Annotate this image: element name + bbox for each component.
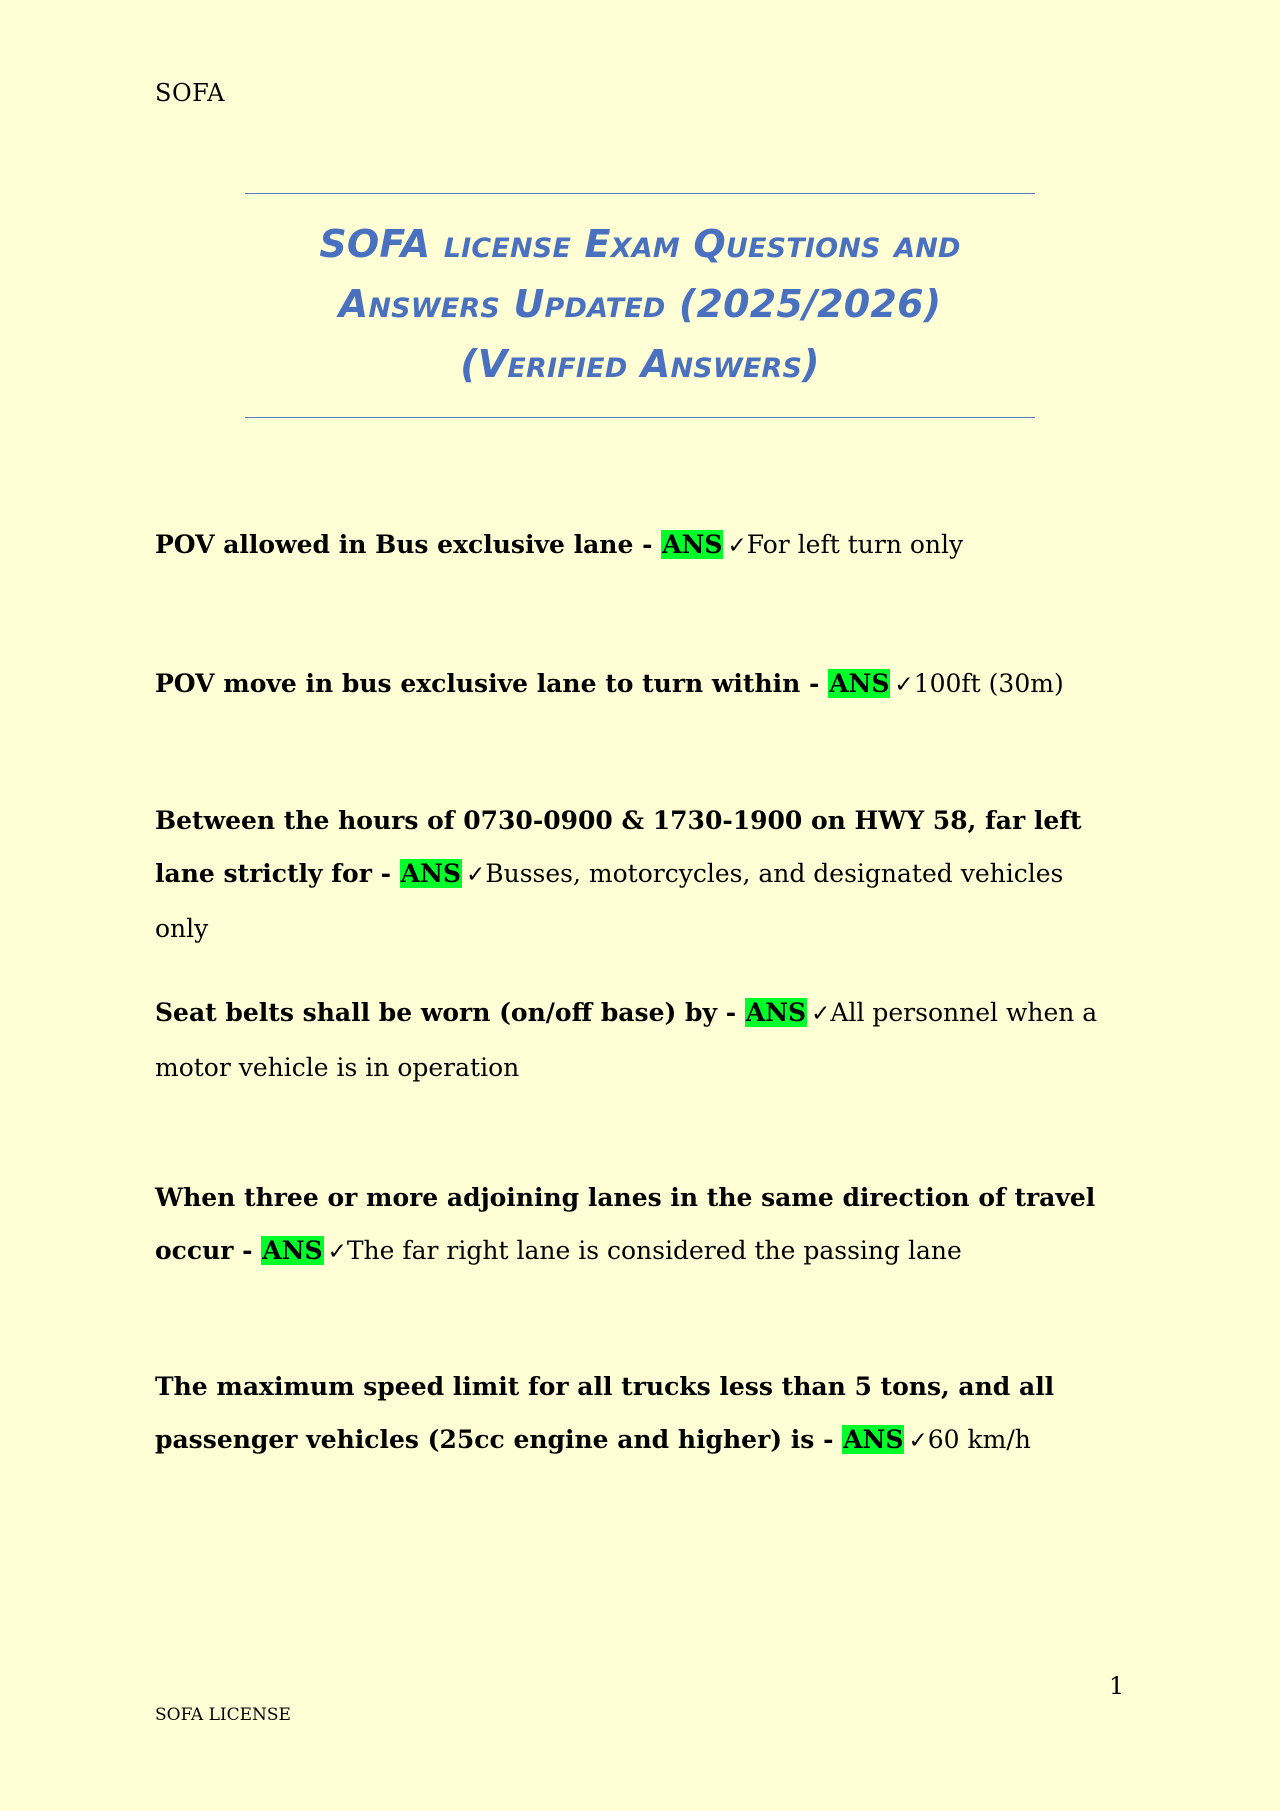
question-text: POV allowed in Bus exclusive lane - (155, 530, 662, 559)
qa-item-5 (155, 1171, 1105, 1279)
page-header: SOFA (155, 79, 226, 107)
qa-item-2 (155, 657, 1105, 712)
ans-label: ANS (400, 859, 461, 888)
answer-text: Busses, motorcycles, and designated vehicles only (155, 859, 1064, 943)
qa-item-1 (155, 518, 1105, 573)
answer-text: For left turn only (746, 530, 964, 559)
qa-item-6 (155, 1360, 1105, 1468)
title-line-1: SOFA license Exam Questions and (319, 222, 961, 266)
question-text: When three or more adjoining lanes in the same direction of travel occur - (155, 1183, 1096, 1265)
answer-text: 100ft (30m) (913, 669, 1064, 698)
question-text: Between the hours of 0730-0900 & 1730-1900 on HWY 58, far left lane strictly for - (155, 806, 1082, 888)
question-text: The maximum speed limit for all trucks less than 5 tons, and all passenger vehicles (25cc engine and higher) is - (155, 1372, 1055, 1454)
question-text: POV move in bus exclusive lane to turn within - (155, 669, 829, 698)
document-title (245, 214, 1035, 394)
ans-label: ANS (829, 669, 890, 698)
check-icon: ✓ (327, 1239, 347, 1265)
check-icon: ✓ (727, 533, 747, 559)
qa-item-3 (155, 794, 1105, 955)
page-number: 1 (1109, 1672, 1125, 1700)
check-icon: ✓ (465, 862, 486, 888)
title-line-2: Answers Updated (2025/2026) (338, 282, 942, 326)
answer-text: The far right lane is considered the passing lane (346, 1236, 962, 1265)
check-icon: ✓ (811, 1001, 831, 1027)
ans-label: ANS (843, 1425, 904, 1454)
qa-item-4 (155, 986, 1105, 1094)
ans-label: ANS (745, 998, 807, 1027)
title-line-3: (Verified Answers) (460, 342, 820, 386)
check-icon: ✓ (894, 672, 914, 698)
page-footer: SOFA LICENSE (155, 1705, 291, 1725)
question-text: Seat belts shall be worn (on/off base) by - (155, 998, 745, 1027)
ans-label: ANS (662, 530, 723, 559)
check-icon: ✓ (908, 1428, 928, 1454)
title-top-rule (245, 193, 1035, 194)
answer-text: All personnel when a motor vehicle is in operation (155, 998, 1098, 1082)
ans-label: ANS (262, 1236, 323, 1265)
title-bottom-rule (245, 417, 1035, 418)
answer-text: 60 km/h (927, 1425, 1031, 1454)
